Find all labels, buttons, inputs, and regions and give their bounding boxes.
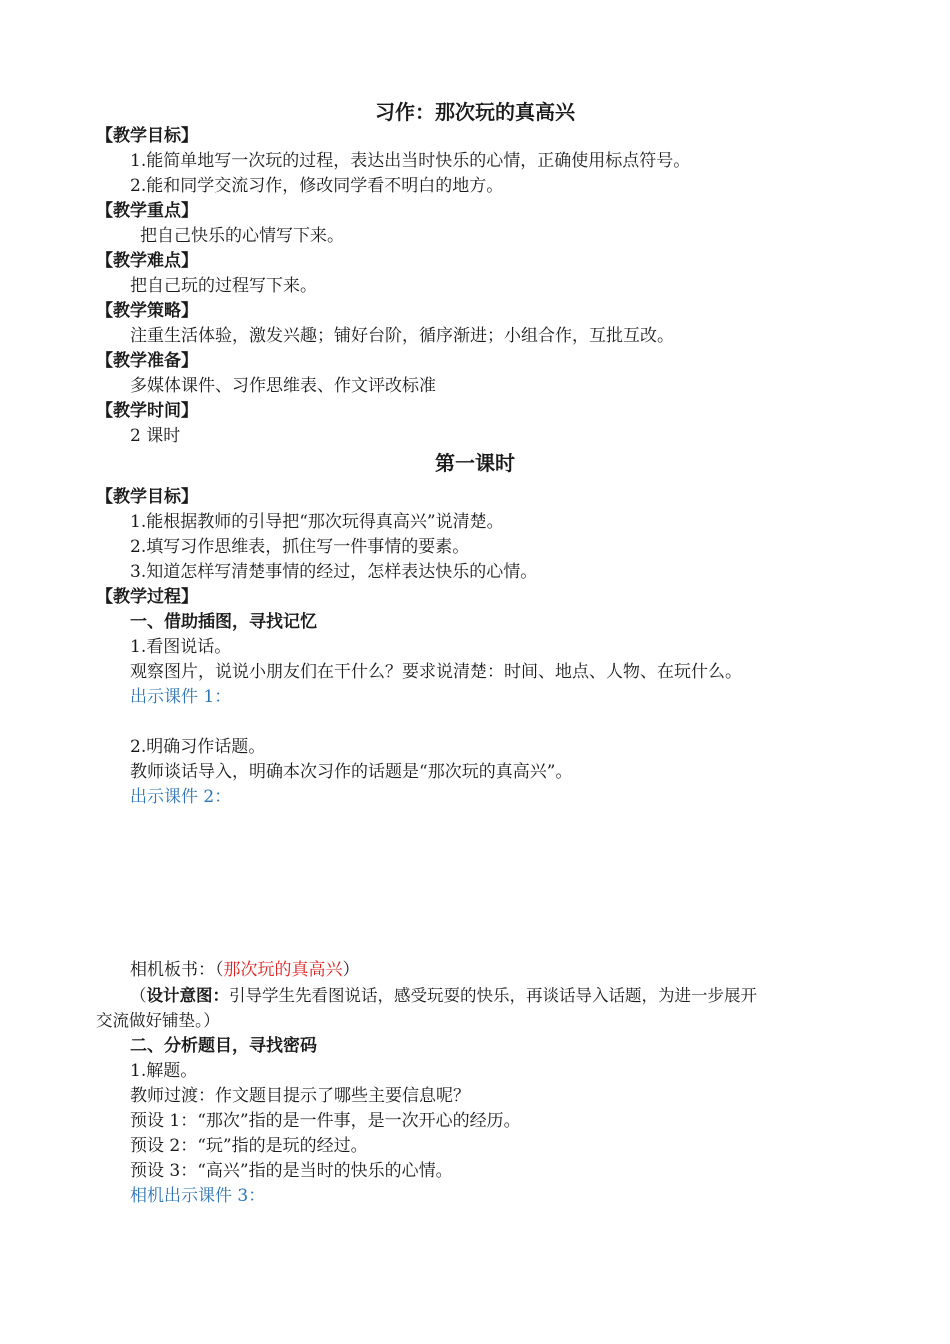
process-heading: 【教学过程】	[96, 587, 198, 607]
goal-item: 1.能简单地写一次玩的过程，表达出当时快乐的心情，正确使用标点符号。	[130, 151, 691, 171]
time-text: 2 课时	[130, 426, 181, 446]
section-1-title: 一、借助插图，寻找记忆	[130, 612, 317, 632]
preset-item: 预设 1：“那次”指的是一件事，是一次开心的经历。	[130, 1111, 521, 1131]
page-title: 习作：那次玩的真高兴	[375, 100, 575, 124]
lesson-goals-heading: 【教学目标】	[96, 487, 198, 507]
slide-3-label: 相机出示课件 3：	[130, 1186, 266, 1206]
section-2-title: 二、分析题目，寻找密码	[130, 1036, 317, 1056]
key-heading: 【教学重点】	[96, 201, 198, 221]
lesson-goal-item: 3.知道怎样写清楚事情的经过，怎样表达快乐的心情。	[130, 562, 538, 582]
lesson-title: 第一课时	[435, 451, 515, 475]
step-text: 教师过渡：作文题目提示了哪些主要信息呢？	[130, 1086, 470, 1106]
step-label: 1.解题。	[130, 1061, 198, 1081]
board-writing	[130, 958, 360, 982]
key-text: 把自己快乐的心情写下来。	[140, 226, 344, 246]
board-close: ）	[342, 960, 360, 980]
step-text: 观察图片，说说小朋友们在干什么？要求说清楚：时间、地点、人物、在玩什么。	[130, 662, 742, 682]
step-label: 2.明确习作话题。	[130, 737, 266, 757]
difficulty-heading: 【教学难点】	[96, 251, 198, 271]
intent-label: 设计意图：	[146, 986, 229, 1005]
design-intent-line-2: 交流做好铺垫。）	[96, 1011, 220, 1030]
strategy-heading: 【教学策略】	[96, 301, 198, 321]
goal-item: 2.能和同学交流习作，修改同学看不明白的地方。	[130, 176, 504, 196]
step-label: 1.看图说话。	[130, 637, 232, 657]
design-intent-line-1	[130, 984, 757, 1008]
slide-1-label: 出示课件 1：	[130, 687, 232, 707]
lesson-goal-item: 1.能根据教师的引导把“那次玩得真高兴”说清楚。	[130, 512, 504, 532]
strategy-text: 注重生活体验，激发兴趣；铺好台阶，循序渐进；小组合作，互批互改。	[130, 326, 674, 346]
step-text: 教师谈话导入，明确本次习作的话题是“那次玩的真高兴”。	[130, 762, 573, 782]
slide-2-label: 出示课件 2：	[130, 787, 232, 807]
time-heading: 【教学时间】	[96, 401, 198, 421]
board-label: 相机板书：（	[130, 960, 224, 980]
lesson-goal-item: 2.填写习作思维表，抓住写一件事情的要素。	[130, 537, 470, 557]
prep-text: 多媒体课件、习作思维表、作文评改标准	[130, 376, 436, 396]
board-topic: 那次玩的真高兴	[223, 960, 343, 980]
goals-heading: 【教学目标】	[96, 126, 198, 146]
difficulty-text: 把自己玩的过程写下来。	[130, 276, 317, 296]
intent-open: （	[130, 986, 147, 1005]
prep-heading: 【教学准备】	[96, 351, 198, 371]
preset-item: 预设 3：“高兴”指的是当时的快乐的心情。	[130, 1161, 453, 1181]
preset-item: 预设 2：“玩”指的是玩的经过。	[130, 1136, 368, 1156]
intent-text: 引导学生先看图说话，感受玩耍的快乐，再谈话导入话题，为进一步展开	[229, 986, 757, 1005]
